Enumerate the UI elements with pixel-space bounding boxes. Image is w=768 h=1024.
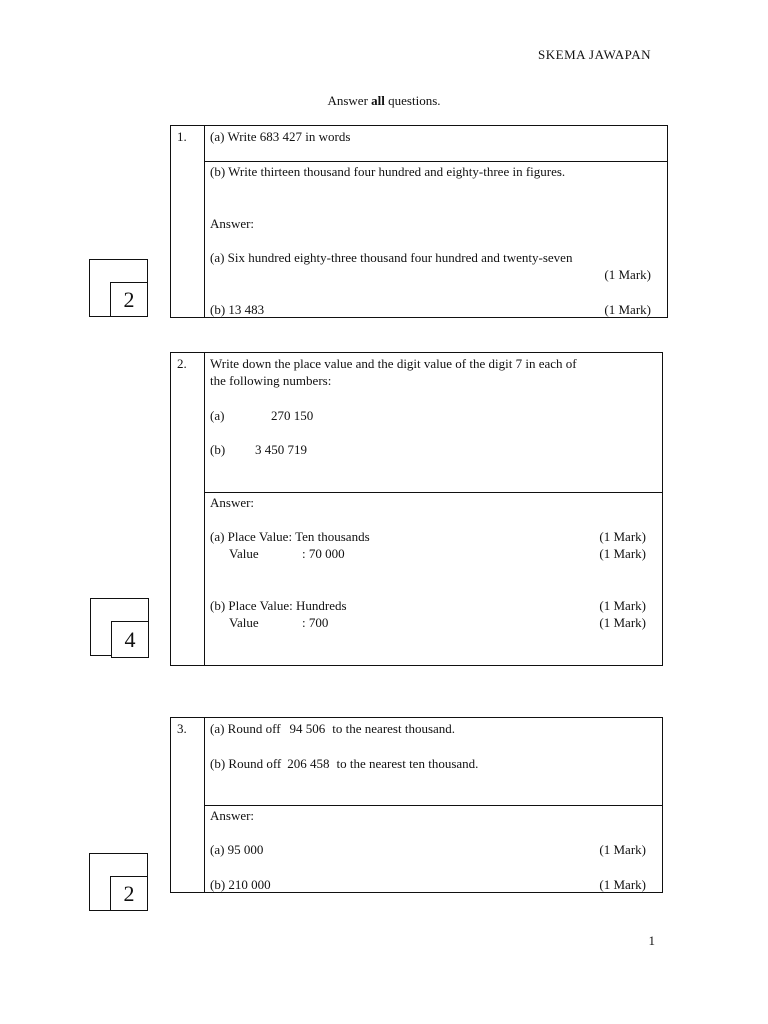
question-2-text-line2: the following numbers: xyxy=(210,373,332,388)
question-3b-answer: (b) 210 000 xyxy=(210,877,271,892)
question-2a-value-label: Value xyxy=(229,546,259,561)
question-1-answer-label: Answer: xyxy=(210,216,255,231)
question-2a-value-mark: (1 Mark) xyxy=(599,546,646,561)
question-1a-answer: (a) Six hundred eighty-three thousand four hundred and twenty-seven xyxy=(210,250,573,265)
question-2-score-box: 4 xyxy=(111,621,149,658)
instruction-text: Answer all questions. xyxy=(327,93,441,108)
question-2-text-line1: Write down the place value and the digit value of the digit 7 in each of xyxy=(210,356,577,371)
question-2a-place-mark: (1 Mark) xyxy=(599,529,646,544)
question-1a-text: (a) Write 683 427 in words xyxy=(210,129,351,144)
question-3-box xyxy=(170,717,663,893)
question-1-number: 1. xyxy=(177,129,187,144)
page-header: SKEMA JAWAPAN xyxy=(538,47,651,62)
question-2b-value-label: Value xyxy=(229,615,259,630)
question-3b-mark: (1 Mark) xyxy=(599,877,646,892)
question-2b-value: : 700 xyxy=(302,615,329,630)
question-3a-mark: (1 Mark) xyxy=(599,842,646,857)
question-2b-value-mark: (1 Mark) xyxy=(599,615,646,630)
question-3-answer-label: Answer: xyxy=(210,808,255,823)
question-1b-answer: (b) 13 483 xyxy=(210,302,265,317)
question-3-score-box: 2 xyxy=(110,876,148,911)
question-2-number: 2. xyxy=(177,356,187,371)
question-1b-mark: (1 Mark) xyxy=(604,302,651,317)
page-number: 1 xyxy=(648,933,655,948)
question-2b-number: 3 450 719 xyxy=(255,442,307,457)
question-2-answer-label: Answer: xyxy=(210,495,255,510)
question-3a-answer: (a) 95 000 xyxy=(210,842,264,857)
question-3-number: 3. xyxy=(177,721,187,736)
question-2b-place-value: (b) Place Value: Hundreds xyxy=(210,598,347,613)
question-1b-text: (b) Write thirteen thousand four hundred and eighty-three in figures. xyxy=(210,164,566,179)
question-2a-place-value: (a) Place Value: Ten thousands xyxy=(210,529,370,544)
question-1-box xyxy=(170,125,668,318)
question-2a-number: 270 150 xyxy=(271,408,314,423)
question-2b-place-mark: (1 Mark) xyxy=(599,598,646,613)
question-3a-text: (a) Round off 94 506 to the nearest thousand. xyxy=(210,721,456,736)
question-2-box xyxy=(170,352,663,666)
question-2a-label: (a) xyxy=(210,408,225,423)
question-2a-value: : 70 000 xyxy=(302,546,345,561)
question-2b-label: (b) xyxy=(210,442,226,457)
question-1a-mark: (1 Mark) xyxy=(604,267,651,282)
question-3b-text: (b) Round off 206 458 to the nearest ten thousand. xyxy=(210,756,479,771)
question-1-score-box: 2 xyxy=(110,282,148,317)
